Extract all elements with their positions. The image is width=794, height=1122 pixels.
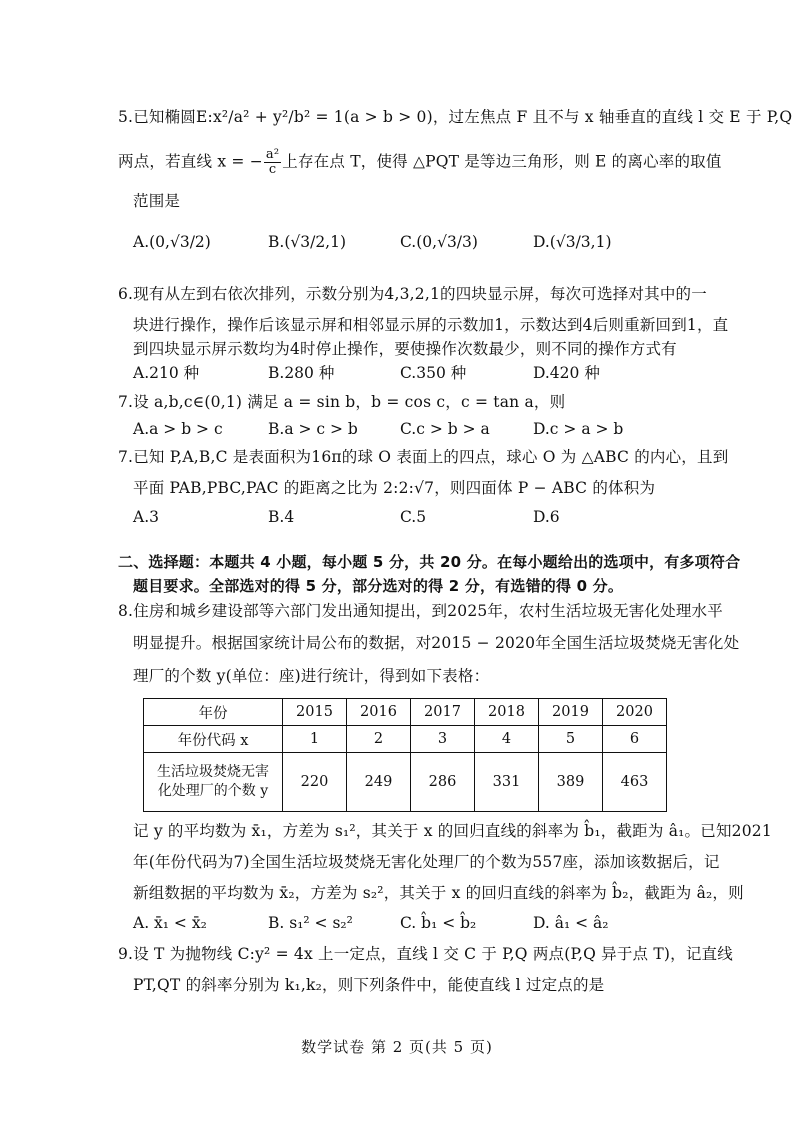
table-header-code: 年份代码 x (144, 726, 283, 753)
q5-number: 5. (118, 108, 134, 126)
q8-option-c: C. b̂₁ < b̂₂ (400, 914, 477, 932)
table-cell: 2017 (411, 699, 475, 726)
q6-line3: 到四块显示屏示数均为4时停止操作，要使操作次数最少，则不同的操作方式有 (133, 340, 677, 358)
q8-option-a: A. x̄₁ < x̄₂ (133, 914, 207, 932)
q8-option-d: D. â₁ < â₂ (533, 914, 609, 932)
q5-line2-a: 两点，若直线 x = − (118, 152, 263, 171)
q8-line3: 理厂的个数 y(单位：座)进行统计，得到如下表格： (133, 667, 490, 685)
table-cell: 2019 (539, 699, 603, 726)
q5-frac-num: a² (265, 147, 280, 162)
table-cell: 286 (411, 753, 475, 812)
q8-line1: 8.住房和城乡建设部等六部门发出通知提出，到2025年，农村生活垃圾无害化处理水平 (118, 602, 723, 620)
q5-option-d: D.(√3/3,1) (533, 233, 612, 251)
q5-line1 (118, 106, 792, 128)
table-header-count (144, 753, 283, 812)
table-row-years (144, 699, 667, 726)
q5-text-a: 已知椭圆 (133, 108, 197, 126)
q8-after2: 年(年份代码为7)全国生活垃圾焚烧无害化处理厂的个数为557座，添加该数据后，记 (133, 853, 720, 871)
q7b-option-d: D.6 (533, 508, 560, 526)
table-cell: 463 (603, 753, 667, 812)
q7b-line1: 7.已知 P,A,B,C 是表面积为16π的球 O 表面上的四点，球心 O 为 △ABC 的内心，且到 (118, 448, 729, 466)
q5-option-a: A.(0,√3/2) (133, 233, 211, 251)
q7a-option-c: C.c > b > a (400, 420, 490, 438)
table-cell: 2020 (603, 699, 667, 726)
table-cell: 6 (603, 726, 667, 753)
table-header-count-b: 化处理厂的个数 y (157, 783, 269, 799)
q9-line2: PT,QT 的斜率分别为 k₁,k₂，则下列条件中，能使直线 l 过定点的是 (133, 976, 605, 994)
q5-line2-b: 上存在点 T，使得 △PQT 是等边三角形，则 E 的离心率的取值 (282, 152, 722, 171)
q6-line2: 块进行操作，操作后该显示屏和相邻显示屏的示数加1，示数达到4后则重新回到1，直 (133, 316, 729, 334)
table-cell: 249 (347, 753, 411, 812)
table-cell: 220 (283, 753, 347, 812)
q8-option-b: B. s₁² < s₂² (268, 914, 353, 932)
table-row-counts (144, 753, 667, 812)
q7a-option-b: B.a > c > b (268, 420, 358, 438)
table-row-codes (144, 726, 667, 753)
table-cell: 389 (539, 753, 603, 812)
section2-line1: 二、选择题：本题共 4 小题，每小题 5 分，共 20 分。在每小题给出的选项中，有多项符合 (118, 553, 741, 571)
q8-after1: 记 y 的平均数为 x̄₁，方差为 s₁²，其关于 x 的回归直线的斜率为 b̂₁，截距为 â₁。已知2021 (133, 822, 772, 840)
table-cell: 5 (539, 726, 603, 753)
q8-after3: 新组数据的平均数为 x̄₂，方差为 s₂²，其关于 x 的回归直线的斜率为 b̂₂，截距为 â₂，则 (133, 884, 744, 902)
q5-line2 (118, 148, 722, 177)
table-cell: 331 (475, 753, 539, 812)
page-footer: 数学试卷 第 2 页(共 5 页) (301, 1038, 493, 1056)
q5-option-b: B.(√3/2,1) (268, 233, 347, 251)
table-header-count-a: 生活垃圾焚烧无害 (157, 764, 269, 780)
q7a-option-d: D.c > a > b (533, 420, 624, 438)
q5-text-b: ，过左焦点 F 且不与 x 轴垂直的直线 l 交 E 于 P,Q (432, 108, 793, 126)
data-table (143, 698, 667, 812)
q8-line2: 明显提升。根据国家统计局公布的数据，对2015 − 2020年全国生活垃圾焚烧无害化处 (133, 634, 740, 652)
q6-option-a: A.210 种 (133, 364, 200, 382)
q6-option-b: B.280 种 (268, 364, 335, 382)
q7b-option-b: B.4 (268, 508, 295, 526)
table-cell: 2 (347, 726, 411, 753)
q7b-line2: 平面 PAB,PBC,PAC 的距离之比为 2:2:√7，则四面体 P − ABC 的体积为 (133, 479, 656, 497)
table-cell: 2016 (347, 699, 411, 726)
q7b-option-a: A.3 (133, 508, 159, 526)
q7b-option-c: C.5 (400, 508, 427, 526)
q5-line3: 范围是 (133, 192, 181, 210)
q5-ellipse: E:x²/a² + y²/b² = 1(a > b > 0) (196, 108, 433, 126)
q5-fraction (264, 148, 281, 177)
q6-option-c: C.350 种 (400, 364, 467, 382)
table-cell: 3 (411, 726, 475, 753)
q5-frac-den: c (268, 162, 277, 177)
q7a-line1: 7.设 a,b,c∈(0,1) 满足 a = sin b，b = cos c，c = tan a，则 (118, 393, 566, 411)
q5-option-c: C.(0,√3/3) (400, 233, 478, 251)
table-cell: 2015 (283, 699, 347, 726)
table-cell: 2018 (475, 699, 539, 726)
table-cell: 1 (283, 726, 347, 753)
table-header-year: 年份 (144, 699, 283, 726)
q6-option-d: D.420 种 (533, 364, 600, 382)
q7a-option-a: A.a > b > c (133, 420, 223, 438)
q6-line1: 6.现有从左到右依次排列，示数分别为4,3,2,1的四块显示屏，每次可选择对其中的一 (118, 285, 707, 303)
q9-line1: 9.设 T 为抛物线 C:y² = 4x 上一定点，直线 l 交 C 于 P,Q 两点(P,Q 异于点 T)，记直线 (118, 945, 733, 963)
section2-line2: 题目要求。全部选对的得 5 分，部分选对的得 2 分，有选错的得 0 分。 (133, 577, 624, 595)
table-cell: 4 (475, 726, 539, 753)
